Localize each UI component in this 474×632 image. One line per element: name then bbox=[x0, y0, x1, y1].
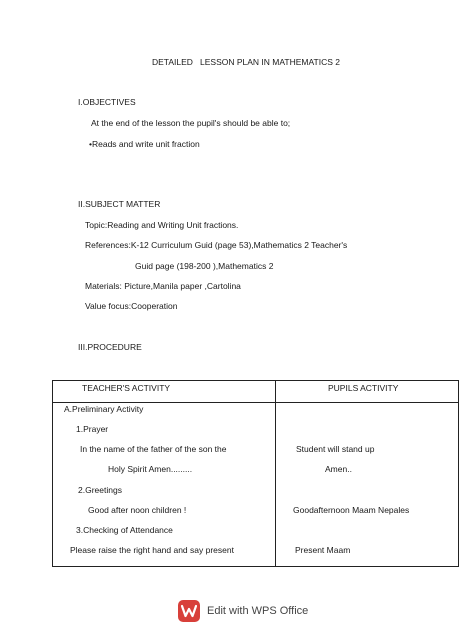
row-pupil-present: Present Maam bbox=[295, 545, 351, 555]
row-attendance-text: Please raise the right hand and say present bbox=[70, 545, 234, 555]
row-preliminary: A.Preliminary Activity bbox=[64, 404, 144, 414]
table-header-teacher: TEACHER'S ACTIVITY bbox=[82, 383, 171, 393]
document-title: DETAILED LESSON PLAN IN MATHEMATICS 2 bbox=[152, 57, 340, 67]
subject-references-cont: Guid page (198-200 ),Mathematics 2 bbox=[135, 261, 274, 271]
row-attendance: 3.Checking of Attendance bbox=[76, 525, 173, 535]
objectives-intro: At the end of the lesson the pupil's should be able to; bbox=[91, 118, 291, 128]
row-prayer-text-2: Holy Spirit Amen......... bbox=[108, 464, 193, 474]
objectives-heading: I.OBJECTIVES bbox=[78, 97, 136, 107]
procedure-heading: III.PROCEDURE bbox=[78, 342, 142, 352]
subject-references: References:K-12 Curriculum Guid (page 53),Mathematics 2 Teacher's bbox=[85, 240, 348, 250]
objectives-bullet: •Reads and write unit fraction bbox=[89, 139, 200, 149]
row-pupil-amen: Amen.. bbox=[325, 464, 352, 474]
row-pupil-stand: Student will stand up bbox=[296, 444, 375, 454]
row-greet-text: Good after noon children ! bbox=[88, 505, 187, 515]
row-pupil-greet: Goodafternoon Maam Nepales bbox=[293, 505, 410, 515]
subject-value-focus: Value focus:Cooperation bbox=[85, 301, 178, 311]
table-header-pupils: PUPILS ACTIVITY bbox=[328, 383, 399, 393]
row-prayer: 1.Prayer bbox=[76, 424, 109, 434]
row-prayer-text-1: In the name of the father of the son the bbox=[80, 444, 227, 454]
subject-topic: Topic:Reading and Writing Unit fractions. bbox=[85, 220, 239, 230]
wps-edit-label[interactable]: Edit with WPS Office bbox=[207, 605, 309, 617]
subject-materials: Materials: Picture,Manila paper ,Cartolina bbox=[85, 281, 241, 291]
wps-logo-icon bbox=[178, 600, 200, 622]
table-column-divider bbox=[275, 380, 276, 567]
subject-matter-heading: II.SUBJECT MATTER bbox=[78, 199, 161, 209]
wps-edit-banner[interactable] bbox=[178, 598, 308, 624]
table-header-divider bbox=[52, 402, 459, 403]
row-greetings: 2.Greetings bbox=[78, 485, 122, 495]
